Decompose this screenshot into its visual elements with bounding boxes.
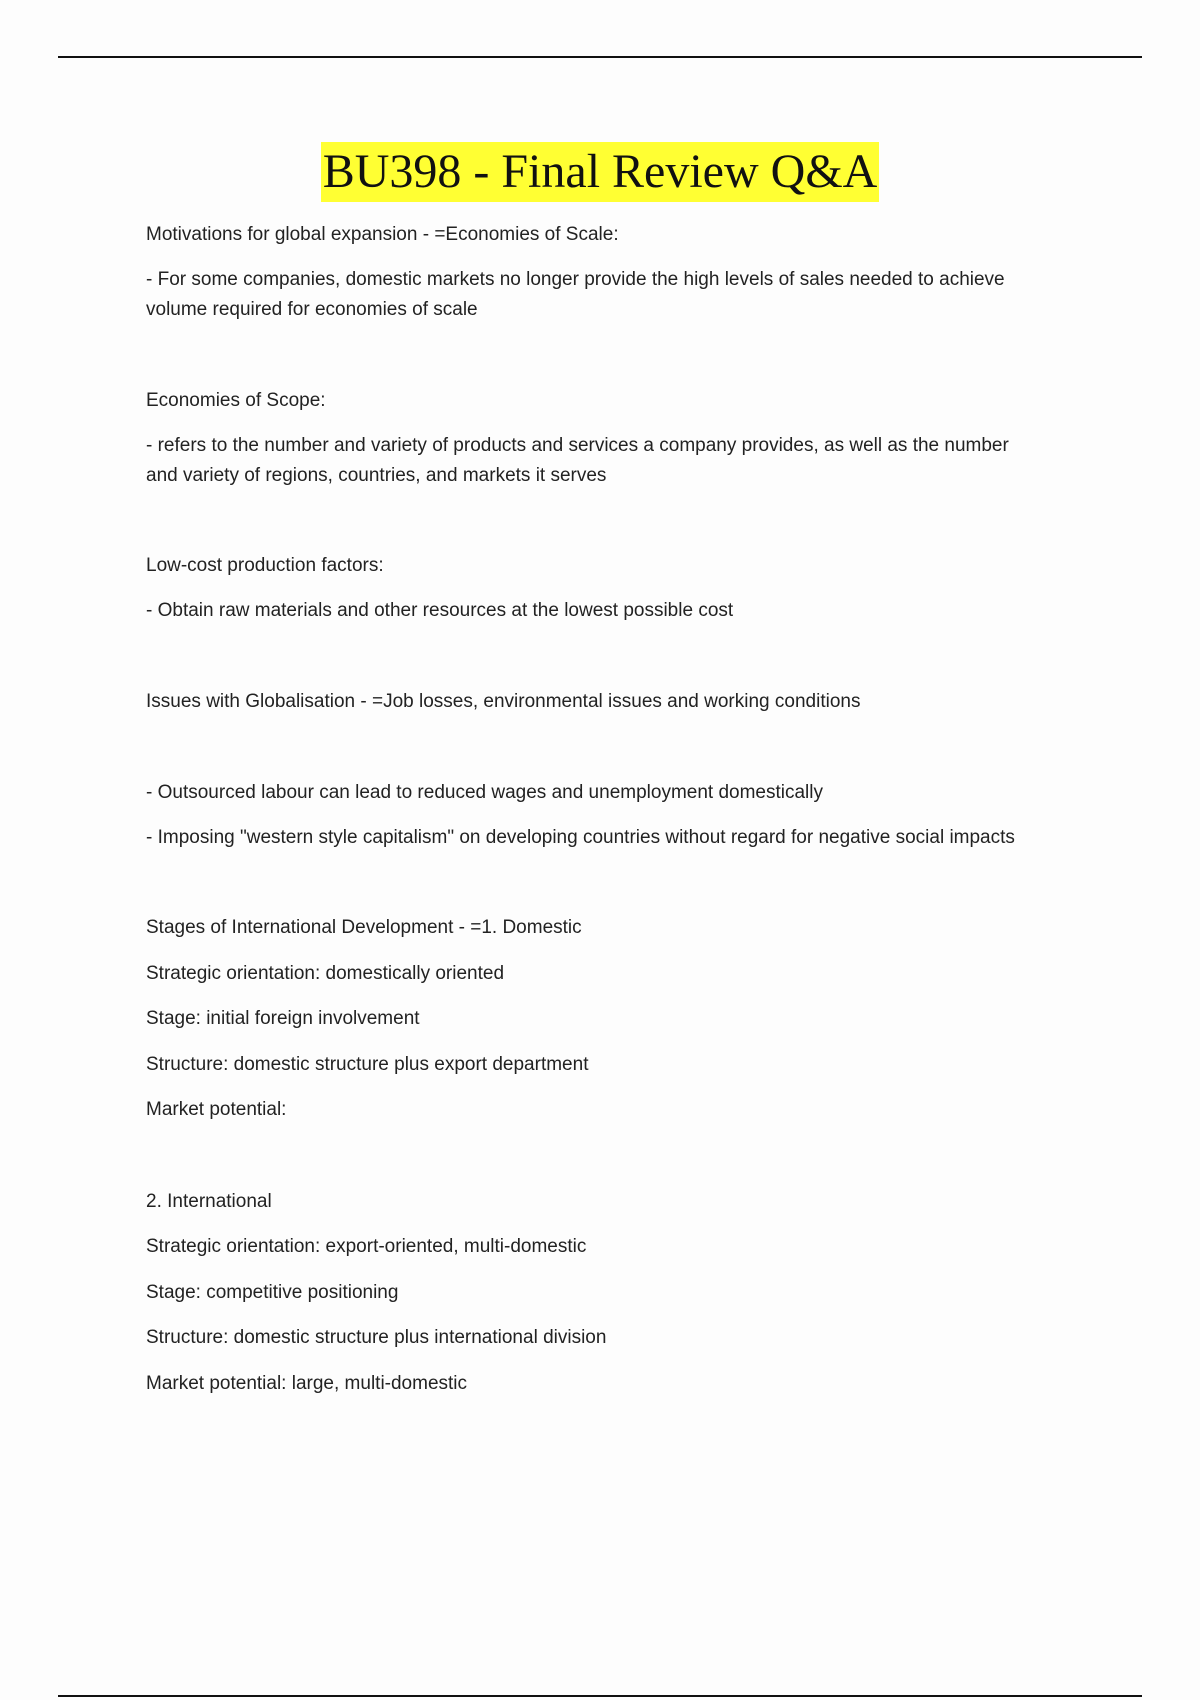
text-line: - For some companies, domestic markets no longer provide the high levels of sales needed to achieve bbox=[146, 269, 1005, 290]
text-line: Motivations for global expansion - =Economies of Scale: bbox=[146, 224, 619, 245]
text-line: Low-cost production factors: bbox=[146, 555, 384, 576]
text-line: Structure: domestic structure plus export department bbox=[146, 1054, 589, 1075]
document-title: BU398 - Final Review Q&A bbox=[321, 142, 880, 202]
text-line: - Imposing "western style capitalism" on developing countries without regard for negative social impacts bbox=[146, 827, 1015, 848]
text-line: Issues with Globalisation - =Job losses, environmental issues and working conditions bbox=[146, 691, 861, 712]
title-container bbox=[0, 142, 1200, 202]
text-line: Stage: initial foreign involvement bbox=[146, 1008, 420, 1029]
text-line: Market potential: large, multi-domestic bbox=[146, 1373, 468, 1394]
top-rule bbox=[58, 56, 1142, 58]
text-line: Stages of International Development - =1. Domestic bbox=[146, 917, 582, 938]
text-line: Stage: competitive positioning bbox=[146, 1282, 399, 1303]
text-line: volume required for economies of scale bbox=[146, 299, 478, 320]
text-line: - Outsourced labour can lead to reduced wages and unemployment domestically bbox=[146, 782, 823, 803]
text-line: Strategic orientation: export-oriented, multi-domestic bbox=[146, 1236, 587, 1257]
bottom-rule bbox=[58, 1695, 1142, 1697]
text-line: - refers to the number and variety of products and services a company provides, as well as the number bbox=[146, 435, 1009, 456]
text-line: Strategic orientation: domestically oriented bbox=[146, 963, 505, 984]
text-line: - Obtain raw materials and other resources at the lowest possible cost bbox=[146, 600, 734, 621]
text-line: and variety of regions, countries, and markets it serves bbox=[146, 465, 607, 486]
text-line: 2. International bbox=[146, 1191, 272, 1212]
text-line: Structure: domestic structure plus international division bbox=[146, 1327, 607, 1348]
text-line: Economies of Scope: bbox=[146, 390, 326, 411]
text-line: Market potential: bbox=[146, 1099, 287, 1120]
